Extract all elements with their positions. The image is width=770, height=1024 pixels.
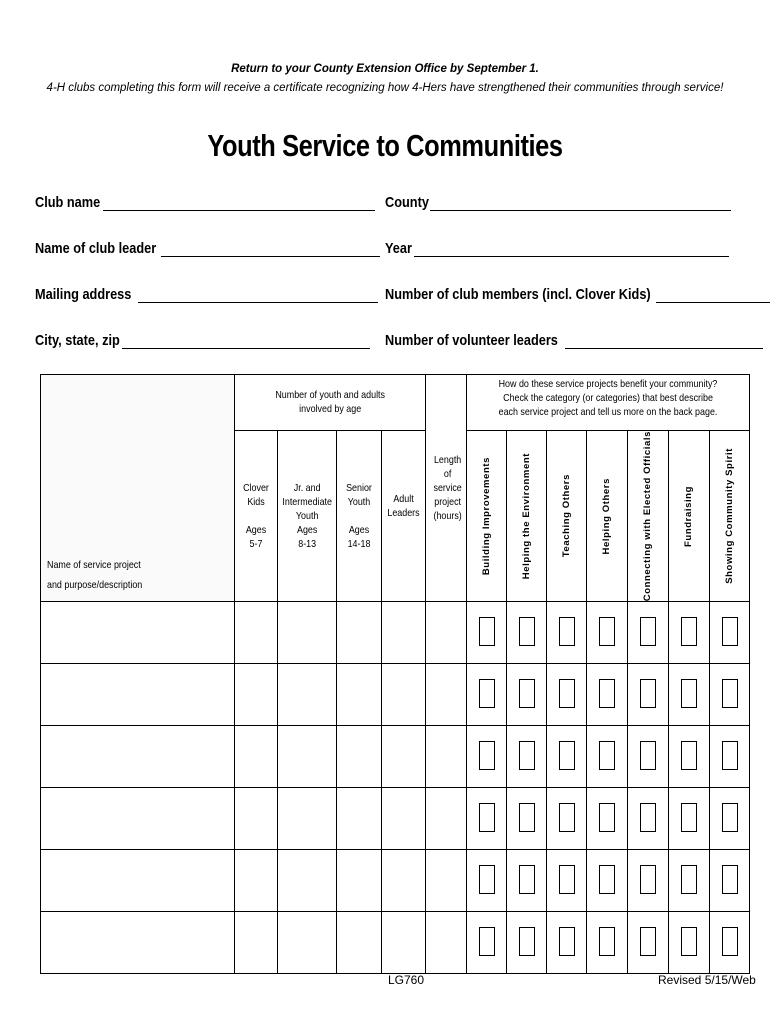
table-row (41, 664, 750, 726)
category-checkbox[interactable] (559, 927, 575, 956)
table-row (41, 912, 750, 974)
jr-intermediate-cell[interactable] (278, 726, 337, 788)
category-checkbox[interactable] (479, 803, 495, 832)
category-checkbox[interactable] (722, 679, 738, 708)
city-state-zip-input-line[interactable] (122, 334, 370, 349)
category-building-improvements: Building Improvements (467, 431, 507, 602)
length-hours-cell[interactable] (426, 912, 467, 974)
category-cell (547, 912, 587, 974)
city-state-zip-label: City, state, zip (35, 332, 120, 349)
category-checkbox[interactable] (640, 803, 656, 832)
adult-leaders-cell[interactable] (382, 602, 426, 664)
category-cell (710, 726, 750, 788)
category-cell (467, 602, 507, 664)
senior-youth-cell[interactable] (337, 726, 382, 788)
club-leader-label: Name of club leader (35, 240, 157, 257)
senior-youth-cell[interactable] (337, 850, 382, 912)
county-field[interactable] (385, 194, 731, 211)
project-name-header (41, 375, 235, 602)
category-checkbox[interactable] (599, 679, 615, 708)
category-cell (669, 912, 710, 974)
age-col-adult-leaders: Adult Leaders (382, 431, 426, 602)
adult-leaders-cell[interactable] (382, 788, 426, 850)
mailing-address-field[interactable] (35, 286, 378, 303)
category-checkbox[interactable] (681, 679, 697, 708)
category-checkbox[interactable] (640, 617, 656, 646)
category-checkbox[interactable] (559, 741, 575, 770)
category-cell (587, 788, 628, 850)
category-checkbox[interactable] (599, 865, 615, 894)
mailing-address-input-line[interactable] (138, 288, 378, 303)
category-cell (710, 664, 750, 726)
category-cell (628, 726, 669, 788)
length-header-text: Length of service project (hours) (433, 453, 463, 522)
project-header-line2: and purpose/description (47, 579, 143, 592)
category-cell (507, 850, 547, 912)
category-cell (669, 850, 710, 912)
county-input-line[interactable] (430, 196, 731, 211)
category-helping-others: Helping Others (587, 431, 628, 602)
length-hours-cell[interactable] (426, 726, 467, 788)
category-cell (628, 602, 669, 664)
category-checkbox[interactable] (599, 803, 615, 832)
category-cell (587, 850, 628, 912)
table-row (41, 788, 750, 850)
form-title: Youth Service to Communities (207, 128, 563, 163)
category-checkbox[interactable] (722, 865, 738, 894)
category-checkbox[interactable] (479, 617, 495, 646)
category-checkbox[interactable] (559, 679, 575, 708)
table-row (41, 602, 750, 664)
category-cell (710, 788, 750, 850)
category-cell (587, 602, 628, 664)
category-cell (507, 602, 547, 664)
category-cell (507, 726, 547, 788)
category-checkbox[interactable] (681, 741, 697, 770)
table-row (41, 850, 750, 912)
benefit-header (467, 375, 750, 431)
project-name-cell[interactable] (41, 850, 235, 912)
year-label: Year (385, 240, 412, 257)
adult-leaders-cell[interactable] (382, 912, 426, 974)
clover-kids-cell[interactable] (235, 726, 278, 788)
project-name-cell[interactable] (41, 664, 235, 726)
length-hours-cell[interactable] (426, 664, 467, 726)
category-checkbox[interactable] (722, 803, 738, 832)
category-checkbox[interactable] (479, 741, 495, 770)
clover-kids-cell[interactable] (235, 788, 278, 850)
category-elected-officials: Connecting with Elected Officials (628, 431, 669, 602)
city-state-zip-field[interactable] (35, 332, 370, 349)
length-hours-cell[interactable] (426, 602, 467, 664)
club-members-label: Number of club members (incl. Clover Kids) (385, 286, 651, 303)
category-checkbox[interactable] (479, 927, 495, 956)
return-instruction: Return to your County Extension Office by September 1. (231, 63, 539, 75)
category-cell (467, 788, 507, 850)
category-cell (628, 664, 669, 726)
category-cell (467, 912, 507, 974)
length-header (426, 375, 467, 602)
category-checkbox[interactable] (519, 679, 535, 708)
category-checkbox[interactable] (722, 617, 738, 646)
adult-leaders-cell[interactable] (382, 664, 426, 726)
category-fundraising: Fundraising (669, 431, 710, 602)
category-checkbox[interactable] (559, 865, 575, 894)
project-name-cell[interactable] (41, 912, 235, 974)
category-cell (507, 664, 547, 726)
certificate-note: 4-H clubs completing this form will receive a certificate recognizing how 4-Hers have strengthened their communities through service! (46, 82, 724, 94)
age-col-jr-intermediate: Jr. and Intermediate Youth Ages 8-13 (278, 431, 337, 602)
category-checkbox[interactable] (681, 617, 697, 646)
category-cell (547, 602, 587, 664)
volunteer-leaders-input-line[interactable] (565, 334, 763, 349)
category-cell (587, 664, 628, 726)
category-cell (628, 788, 669, 850)
senior-youth-cell[interactable] (337, 664, 382, 726)
category-checkbox[interactable] (640, 679, 656, 708)
age-group-header (235, 375, 426, 431)
category-checkbox[interactable] (519, 617, 535, 646)
project-rows (41, 602, 750, 974)
project-name-cell[interactable] (41, 726, 235, 788)
project-header-line1: Name of service project (47, 559, 141, 572)
clover-kids-cell[interactable] (235, 664, 278, 726)
category-checkbox[interactable] (519, 803, 535, 832)
category-checkbox[interactable] (640, 927, 656, 956)
category-cell (669, 726, 710, 788)
category-cell (710, 912, 750, 974)
category-checkbox[interactable] (681, 927, 697, 956)
category-cell (710, 602, 750, 664)
form-code: LG760 (388, 973, 425, 987)
clover-kids-cell[interactable] (235, 602, 278, 664)
age-col-senior-youth: Senior Youth Ages 14-18 (337, 431, 382, 602)
category-checkbox[interactable] (681, 803, 697, 832)
project-name-cell[interactable] (41, 788, 235, 850)
club-members-input-line[interactable] (656, 288, 770, 303)
category-community-spirit: Showing Community Spirit (710, 431, 750, 602)
category-cell (710, 850, 750, 912)
category-cell (547, 664, 587, 726)
county-label: County (385, 194, 429, 211)
category-cell (587, 726, 628, 788)
year-field[interactable] (385, 240, 729, 257)
project-name-cell[interactable] (41, 602, 235, 664)
jr-intermediate-cell[interactable] (278, 602, 337, 664)
category-cell (507, 788, 547, 850)
category-checkbox[interactable] (559, 803, 575, 832)
category-cell (467, 664, 507, 726)
senior-youth-cell[interactable] (337, 602, 382, 664)
year-input-line[interactable] (414, 242, 729, 257)
club-name-field[interactable] (35, 194, 375, 211)
jr-intermediate-cell[interactable] (278, 788, 337, 850)
category-checkbox[interactable] (722, 927, 738, 956)
category-cell (547, 726, 587, 788)
club-leader-input-line[interactable] (161, 242, 380, 257)
club-members-field[interactable] (385, 286, 770, 303)
category-checkbox[interactable] (599, 741, 615, 770)
senior-youth-cell[interactable] (337, 912, 382, 974)
category-cell (467, 850, 507, 912)
length-hours-cell[interactable] (426, 850, 467, 912)
category-checkbox[interactable] (519, 927, 535, 956)
adult-leaders-cell[interactable] (382, 726, 426, 788)
category-cell (669, 788, 710, 850)
category-checkbox[interactable] (479, 679, 495, 708)
length-hours-cell[interactable] (426, 788, 467, 850)
category-cell (547, 850, 587, 912)
category-helping-environment: Helping the Environment (507, 431, 547, 602)
age-col-clover-kids: Clover Kids Ages 5-7 (235, 431, 278, 602)
jr-intermediate-cell[interactable] (278, 912, 337, 974)
category-checkbox[interactable] (519, 865, 535, 894)
category-checkbox[interactable] (681, 865, 697, 894)
adult-leaders-cell[interactable] (382, 850, 426, 912)
category-checkbox[interactable] (479, 865, 495, 894)
category-checkbox[interactable] (640, 741, 656, 770)
category-cell (467, 726, 507, 788)
volunteer-leaders-label: Number of volunteer leaders (385, 332, 558, 349)
category-cell (669, 664, 710, 726)
category-checkbox[interactable] (559, 617, 575, 646)
category-checkbox[interactable] (599, 617, 615, 646)
club-leader-field[interactable] (35, 240, 380, 257)
age-group-header-text: Number of youth and adults involved by age (275, 389, 385, 415)
category-teaching-others: Teaching Others (547, 431, 587, 602)
revision-note: Revised 5/15/Web (658, 973, 756, 987)
benefit-header-text: How do these service projects benefit your community? Check the category (or categories) that best describe each service project and tell us more on the back page. (498, 378, 718, 418)
category-cell (628, 912, 669, 974)
club-name-input-line[interactable] (103, 196, 375, 211)
service-projects-table (40, 374, 750, 974)
clover-kids-cell[interactable] (235, 912, 278, 974)
category-cell (669, 602, 710, 664)
club-name-label: Club name (35, 194, 101, 211)
category-checkbox[interactable] (722, 741, 738, 770)
jr-intermediate-cell[interactable] (278, 664, 337, 726)
category-cell (587, 912, 628, 974)
jr-intermediate-cell[interactable] (278, 850, 337, 912)
mailing-address-label: Mailing address (35, 286, 132, 303)
category-cell (628, 850, 669, 912)
category-checkbox[interactable] (519, 741, 535, 770)
volunteer-leaders-field[interactable] (385, 332, 763, 349)
category-checkbox[interactable] (640, 865, 656, 894)
senior-youth-cell[interactable] (337, 788, 382, 850)
clover-kids-cell[interactable] (235, 850, 278, 912)
category-cell (507, 912, 547, 974)
category-cell (547, 788, 587, 850)
category-checkbox[interactable] (599, 927, 615, 956)
table-row (41, 726, 750, 788)
